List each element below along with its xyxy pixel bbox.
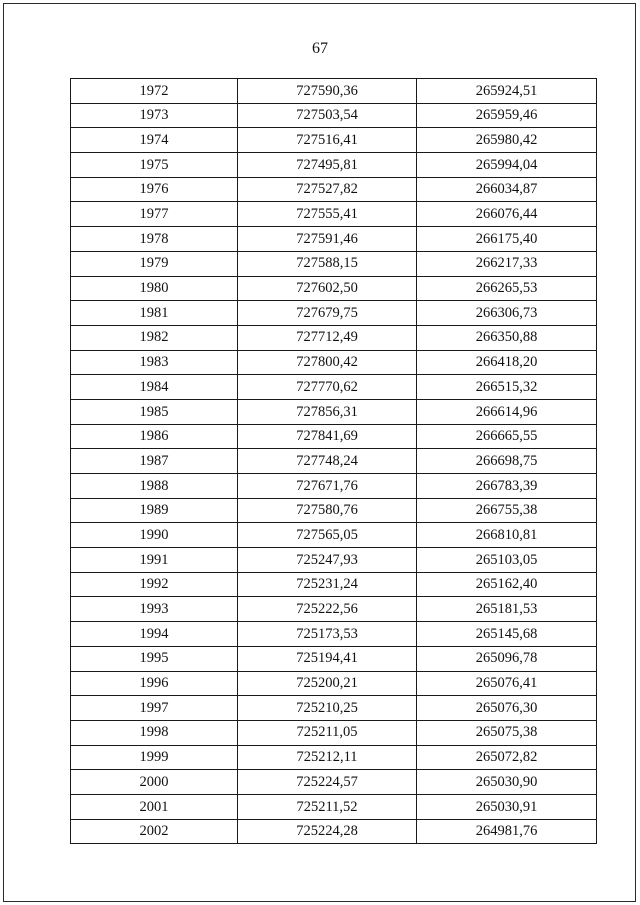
table-row <box>71 696 597 721</box>
year-cell: 1998 <box>71 720 238 745</box>
x-coordinate-cell: 727580,76 <box>238 498 417 523</box>
y-coordinate-cell: 265076,30 <box>417 696 597 721</box>
y-coordinate-cell: 266755,38 <box>417 498 597 523</box>
x-coordinate-cell: 727555,41 <box>238 202 417 227</box>
year-cell: 1983 <box>71 350 238 375</box>
x-coordinate-cell: 725194,41 <box>238 646 417 671</box>
table-row <box>71 350 597 375</box>
year-cell: 1991 <box>71 548 238 573</box>
y-coordinate-cell: 264981,76 <box>417 819 597 844</box>
year-cell: 1990 <box>71 523 238 548</box>
year-cell: 1974 <box>71 128 238 153</box>
x-coordinate-cell: 727590,36 <box>238 79 417 104</box>
table-row <box>71 572 597 597</box>
page-number: 67 <box>312 40 328 57</box>
table-row <box>71 375 597 400</box>
y-coordinate-cell: 265030,90 <box>417 770 597 795</box>
year-cell: 1992 <box>71 572 238 597</box>
x-coordinate-cell: 725173,53 <box>238 622 417 647</box>
y-coordinate-cell: 265145,68 <box>417 622 597 647</box>
x-coordinate-cell: 727748,24 <box>238 449 417 474</box>
y-coordinate-cell: 265924,51 <box>417 79 597 104</box>
table-row <box>71 770 597 795</box>
year-cell: 1986 <box>71 424 238 449</box>
y-coordinate-cell: 266783,39 <box>417 474 597 499</box>
y-coordinate-cell: 266350,88 <box>417 325 597 350</box>
table-row <box>71 424 597 449</box>
table-row <box>71 622 597 647</box>
table-row <box>71 325 597 350</box>
table-row <box>71 671 597 696</box>
x-coordinate-cell: 725224,28 <box>238 819 417 844</box>
year-cell: 1973 <box>71 103 238 128</box>
x-coordinate-cell: 727503,54 <box>238 103 417 128</box>
table-row <box>71 227 597 252</box>
year-cell: 1976 <box>71 177 238 202</box>
x-coordinate-cell: 725211,52 <box>238 794 417 819</box>
table-row <box>71 597 597 622</box>
x-coordinate-cell: 727527,82 <box>238 177 417 202</box>
x-coordinate-cell: 727495,81 <box>238 153 417 178</box>
year-cell: 1993 <box>71 597 238 622</box>
year-cell: 1981 <box>71 301 238 326</box>
x-coordinate-cell: 727565,05 <box>238 523 417 548</box>
table-row <box>71 177 597 202</box>
year-cell: 1999 <box>71 745 238 770</box>
table-body <box>71 79 597 844</box>
x-coordinate-cell: 727841,69 <box>238 424 417 449</box>
x-coordinate-cell: 727588,15 <box>238 251 417 276</box>
y-coordinate-cell: 266698,75 <box>417 449 597 474</box>
x-coordinate-cell: 727516,41 <box>238 128 417 153</box>
y-coordinate-cell: 265959,46 <box>417 103 597 128</box>
year-cell: 1984 <box>71 375 238 400</box>
table-row <box>71 202 597 227</box>
year-cell: 1988 <box>71 474 238 499</box>
table-row <box>71 251 597 276</box>
y-coordinate-cell: 265181,53 <box>417 597 597 622</box>
y-coordinate-cell: 266076,44 <box>417 202 597 227</box>
x-coordinate-cell: 725211,05 <box>238 720 417 745</box>
year-cell: 1980 <box>71 276 238 301</box>
y-coordinate-cell: 266034,87 <box>417 177 597 202</box>
y-coordinate-cell: 265103,05 <box>417 548 597 573</box>
y-coordinate-cell: 265994,04 <box>417 153 597 178</box>
x-coordinate-cell: 725247,93 <box>238 548 417 573</box>
x-coordinate-cell: 725200,21 <box>238 671 417 696</box>
table-row <box>71 646 597 671</box>
coordinates-table <box>70 78 597 844</box>
year-cell: 2001 <box>71 794 238 819</box>
year-cell: 1987 <box>71 449 238 474</box>
x-coordinate-cell: 727602,50 <box>238 276 417 301</box>
table-row <box>71 276 597 301</box>
y-coordinate-cell: 265076,41 <box>417 671 597 696</box>
x-coordinate-cell: 725224,57 <box>238 770 417 795</box>
table-row <box>71 794 597 819</box>
table-row <box>71 745 597 770</box>
y-coordinate-cell: 266306,73 <box>417 301 597 326</box>
year-cell: 1989 <box>71 498 238 523</box>
year-cell: 1979 <box>71 251 238 276</box>
table-row <box>71 523 597 548</box>
x-coordinate-cell: 727800,42 <box>238 350 417 375</box>
year-cell: 1994 <box>71 622 238 647</box>
table-row <box>71 720 597 745</box>
table-row <box>71 449 597 474</box>
x-coordinate-cell: 727671,76 <box>238 474 417 499</box>
table-row <box>71 399 597 424</box>
table-row <box>71 498 597 523</box>
year-cell: 1978 <box>71 227 238 252</box>
year-cell: 1975 <box>71 153 238 178</box>
y-coordinate-cell: 266217,33 <box>417 251 597 276</box>
y-coordinate-cell: 265072,82 <box>417 745 597 770</box>
y-coordinate-cell: 266810,81 <box>417 523 597 548</box>
y-coordinate-cell: 266418,20 <box>417 350 597 375</box>
table-row <box>71 103 597 128</box>
y-coordinate-cell: 265980,42 <box>417 128 597 153</box>
x-coordinate-cell: 725222,56 <box>238 597 417 622</box>
table-row <box>71 128 597 153</box>
year-cell: 2002 <box>71 819 238 844</box>
x-coordinate-cell: 727770,62 <box>238 375 417 400</box>
year-cell: 1982 <box>71 325 238 350</box>
y-coordinate-cell: 266515,32 <box>417 375 597 400</box>
table-row <box>71 153 597 178</box>
x-coordinate-cell: 727679,75 <box>238 301 417 326</box>
x-coordinate-cell: 725231,24 <box>238 572 417 597</box>
year-cell: 1995 <box>71 646 238 671</box>
table-row <box>71 474 597 499</box>
table-row <box>71 819 597 844</box>
y-coordinate-cell: 265030,91 <box>417 794 597 819</box>
y-coordinate-cell: 265096,78 <box>417 646 597 671</box>
x-coordinate-cell: 727856,31 <box>238 399 417 424</box>
year-cell: 1997 <box>71 696 238 721</box>
year-cell: 1985 <box>71 399 238 424</box>
table-row <box>71 301 597 326</box>
table-row <box>71 79 597 104</box>
y-coordinate-cell: 265162,40 <box>417 572 597 597</box>
x-coordinate-cell: 727591,46 <box>238 227 417 252</box>
x-coordinate-cell: 725212,11 <box>238 745 417 770</box>
year-cell: 1996 <box>71 671 238 696</box>
table-row <box>71 548 597 573</box>
x-coordinate-cell: 727712,49 <box>238 325 417 350</box>
year-cell: 2000 <box>71 770 238 795</box>
y-coordinate-cell: 266175,40 <box>417 227 597 252</box>
y-coordinate-cell: 266265,53 <box>417 276 597 301</box>
y-coordinate-cell: 265075,38 <box>417 720 597 745</box>
y-coordinate-cell: 266614,96 <box>417 399 597 424</box>
x-coordinate-cell: 725210,25 <box>238 696 417 721</box>
year-cell: 1977 <box>71 202 238 227</box>
year-cell: 1972 <box>71 79 238 104</box>
y-coordinate-cell: 266665,55 <box>417 424 597 449</box>
